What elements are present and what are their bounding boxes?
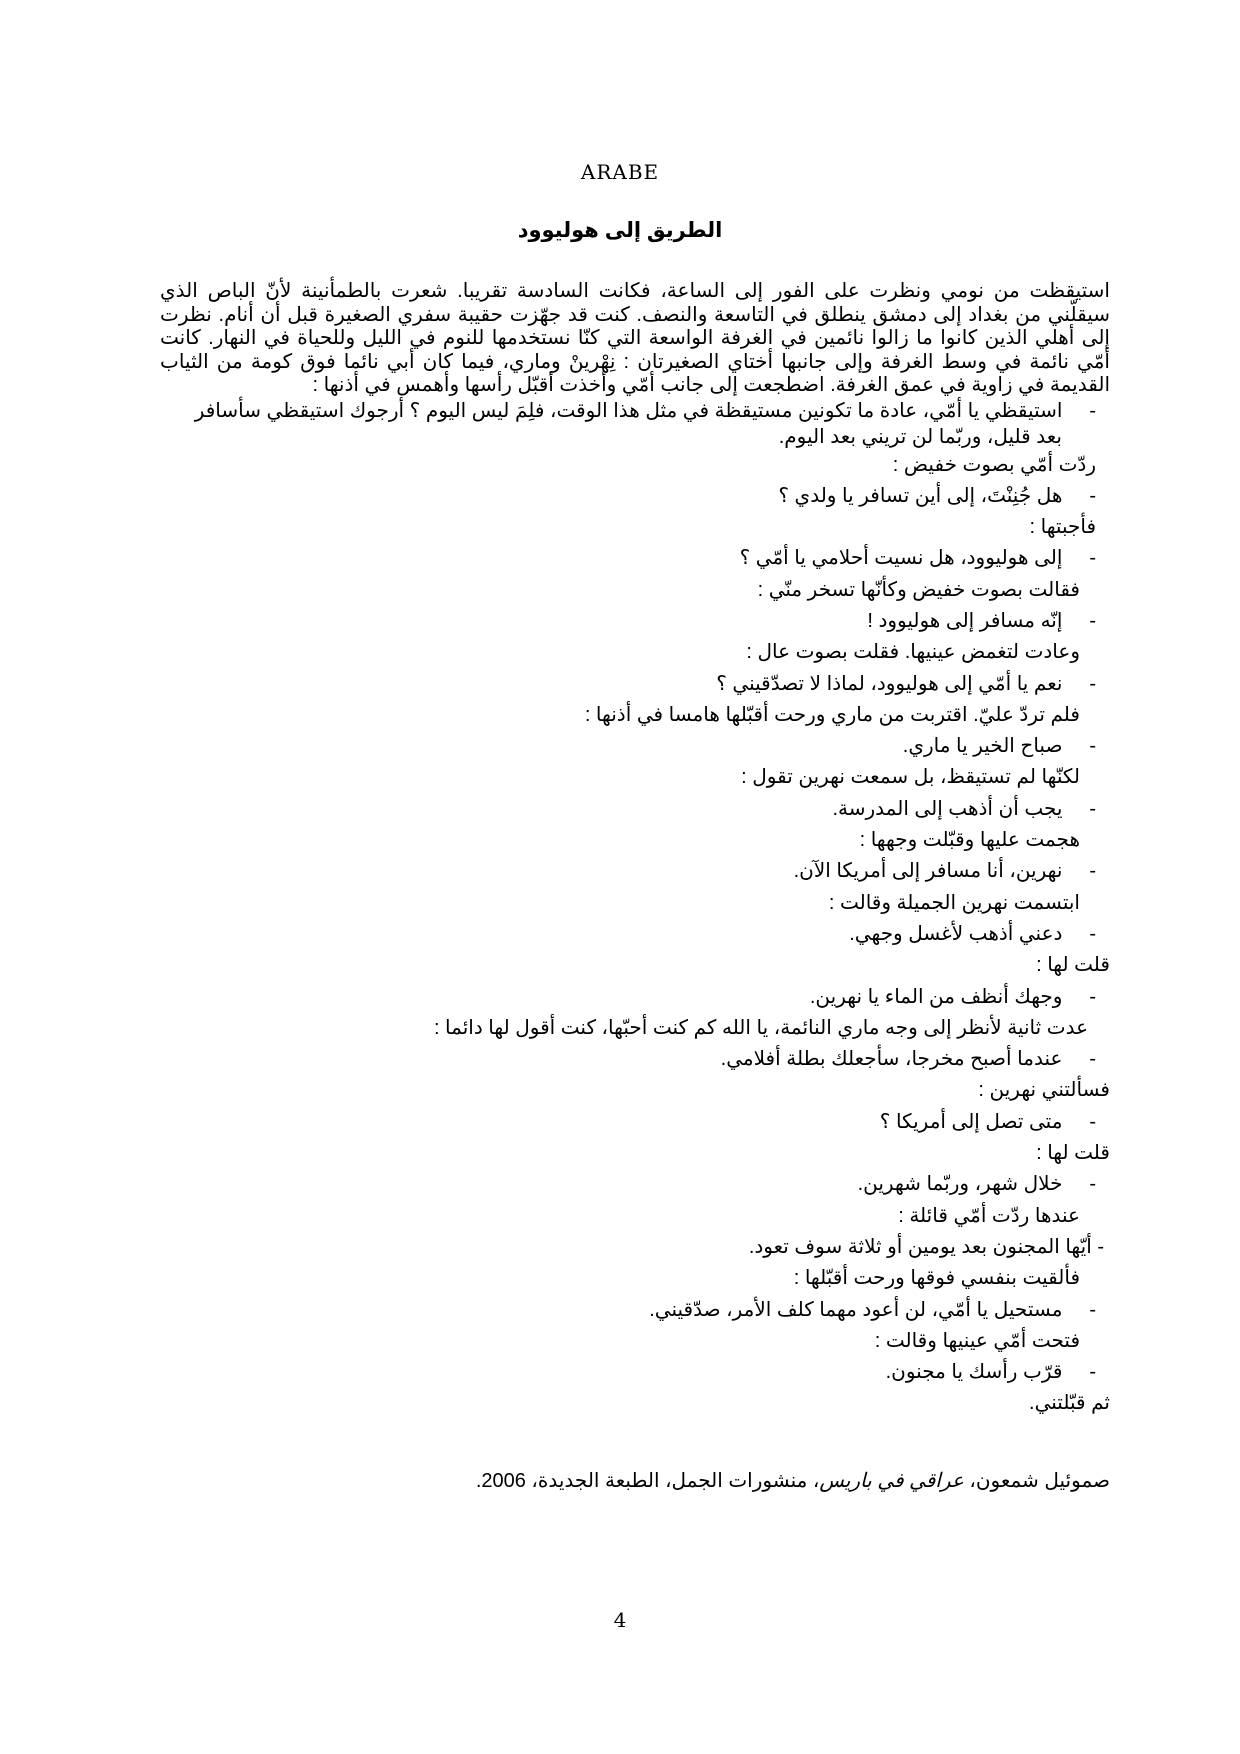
dash-marker: -	[1089, 1361, 1096, 1384]
dialogue-line	[160, 731, 1110, 762]
dash-marker: -	[1089, 735, 1096, 758]
dash-marker: -	[1089, 922, 1096, 945]
dialogue-line	[160, 856, 1110, 887]
dash-marker: -	[1089, 860, 1096, 883]
dialogue-line-inline: - أيّها المجنون بعد يومين أو ثلاثة سوف تعود.	[748, 1235, 1104, 1258]
dialogue-line	[160, 669, 1110, 700]
dialogue-line	[160, 982, 1110, 1013]
speech-text: هل جُنِنْتَ، إلى أين تسافر يا ولدي ؟	[778, 484, 1063, 507]
speech-text: وجهك أنظف من الماء يا نهرين.	[809, 985, 1063, 1008]
dialogue-line	[160, 1107, 1110, 1138]
dash-marker: -	[1089, 1173, 1096, 1196]
dash-marker: -	[1089, 797, 1096, 820]
narration-line: لكنّها لم تستيقظ، بل سمعت نهرين تقول :	[741, 766, 1080, 789]
speech-text: نعم يا أمّي إلى هوليوود، لماذا لا تصدّقيني ؟	[716, 672, 1063, 695]
dialogue-line	[160, 1357, 1110, 1388]
dialogue-line	[160, 919, 1110, 950]
dialogue-line	[160, 481, 1110, 512]
narration-line: فقالت بصوت خفيض وكأنّها تسخر منّي :	[757, 578, 1080, 601]
dash-marker: -	[1089, 1048, 1096, 1071]
narration-line: قلت لها :	[1036, 954, 1110, 977]
speech-text: متى تصل إلى أمريكا ؟	[879, 1110, 1063, 1133]
intro-paragraph: استيقظت من نومي ونظرت على الفور إلى الساعة، فكانت السادسة تقريبا. شعرت بالطمأنينة لأنّ الباص الذي سيقلّني من بغداد إلى دمشق ينطلق في التاسعة والنصف. كنت قد جهّزت حقيبة سفري الصغيرة قبل أن أنام. نظرت إلى أهلي الذين كانوا ما زالوا نائمين في الغرفة الواسعة التي كنّا نستخدمها للنوم في الليل وللحياة في النهار. كانت أمّي نائمة في وسط الغرفة وإلى جانبها أختاي الصغيرتان : نِهْرينْ وماري، فيما كان أبي نائما فوق كومة من الثياب القديمة في زاوية في عمق الغرفة. اضطجعت إلى جانب أمّي وأخذت أقبّل رأسها وأهمس في أذنها :	[160, 280, 1110, 396]
narration-line: ثم قبّلتني.	[1029, 1392, 1110, 1415]
text-body	[160, 280, 1110, 1420]
speech-text: خلال شهر، وربّما شهرين.	[857, 1173, 1063, 1196]
speech-text: قرّب رأسك يا مجنون.	[885, 1361, 1063, 1384]
narration-line: فأجبتها :	[1029, 516, 1096, 539]
section-header: ARABE	[580, 160, 660, 184]
source-citation	[160, 1468, 1110, 1493]
speech-text: إنّه مسافر إلى هوليوود !	[867, 609, 1063, 632]
narration-line: عدت ثانية لأنظر إلى وجه ماري النائمة، يا الله كم كنت أحبّها، كنت أقول لها دائما :	[433, 1016, 1088, 1039]
dash-marker: -	[1089, 672, 1096, 695]
narration-line: قلت لها :	[1036, 1142, 1110, 1165]
page-number: 4	[613, 1608, 627, 1632]
narration-line: فلم تردّ عليّ. اقتربت من ماري ورحت أقبّلها هامسا في أذنها :	[584, 703, 1080, 726]
narration-line: فسألتني نهرين :	[978, 1079, 1110, 1102]
dialogue	[160, 398, 1110, 1420]
dash-marker: -	[1089, 609, 1096, 632]
dash-marker: -	[1089, 547, 1096, 570]
dialogue-line	[160, 1169, 1110, 1200]
dialogue-line	[160, 398, 1110, 424]
speech-text: يجب أن أذهب إلى المدرسة.	[832, 797, 1063, 820]
page-title: الطريق إلى هوليوود	[517, 219, 723, 242]
narration-line: فتحت أمّي عينيها وقالت :	[874, 1329, 1080, 1352]
speech-text: صباح الخير يا ماري.	[902, 735, 1063, 758]
dialogue-line	[160, 794, 1110, 825]
narration-line: ردّت أمّي بصوت خفيض :	[892, 453, 1096, 476]
speech-text: إلى هوليوود، هل نسيت أحلامي يا أمّي ؟	[739, 547, 1063, 570]
speech-text: استيقظي يا أمّي، عادة ما تكونين مستيقظة في مثل هذا الوقت، فلِمَ ليس اليوم ؟ أرجوك استيقظي سأسافر	[194, 399, 1063, 422]
dialogue-line	[160, 1295, 1110, 1326]
dialogue-line	[160, 1044, 1110, 1075]
dialogue-line	[160, 543, 1110, 574]
dash-marker: -	[1089, 399, 1096, 422]
source-author: صموئيل شمعون،	[963, 1470, 1110, 1492]
dialogue-line	[160, 606, 1110, 637]
narration-line: ابتسمت نهرين الجميلة وقالت :	[828, 891, 1080, 914]
speech-text: مستحيل يا أمّي، لن أعود مهما كلف الأمر، صدّقيني.	[649, 1298, 1063, 1321]
dialogue-line-continuation: بعد قليل، وربّما لن تريني بعد اليوم.	[778, 425, 1062, 448]
dash-marker: -	[1089, 484, 1096, 507]
narration-line: هجمت عليها وقبّلت وجهها :	[859, 829, 1080, 852]
dash-marker: -	[1089, 985, 1096, 1008]
source-book-title: عراقي في باريس	[819, 1470, 964, 1492]
speech-text: نهرين، أنا مسافر إلى أمريكا الآن.	[793, 860, 1063, 883]
dash-marker: -	[1089, 1298, 1096, 1321]
dash-marker: -	[1089, 1110, 1096, 1133]
narration-line: وعادت لتغمض عينيها. فقلت بصوت عال :	[746, 641, 1080, 664]
speech-text: دعني أذهب لأغسل وجهي.	[849, 922, 1063, 945]
speech-text: عندما أصبح مخرجا، سأجعلك بطلة أفلامي.	[720, 1048, 1063, 1071]
narration-line: عندها ردّت أمّي قائلة :	[898, 1204, 1080, 1227]
source-publisher: ، منشورات الجمل، الطبعة الجديدة، 2006.	[475, 1470, 820, 1492]
narration-line: فألقيت بنفسي فوقها ورحت أقبّلها :	[793, 1267, 1080, 1290]
